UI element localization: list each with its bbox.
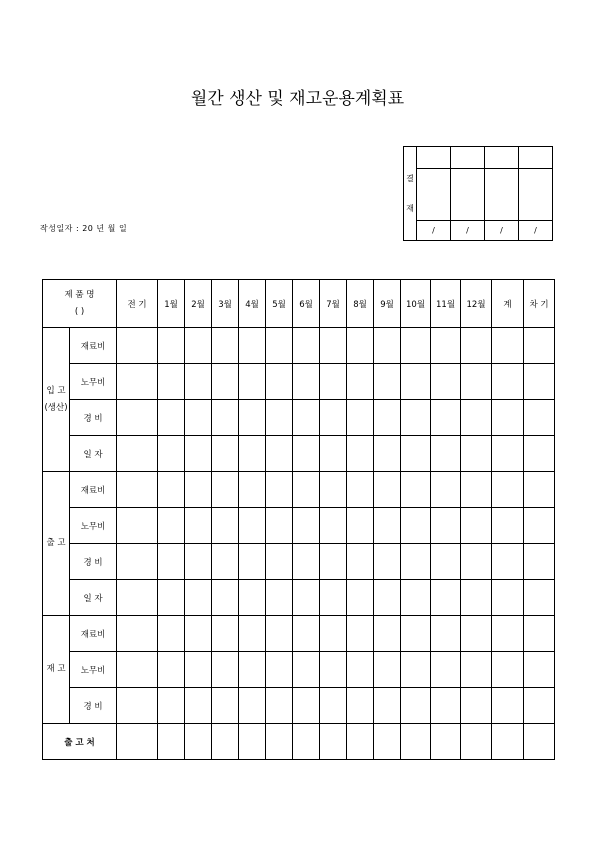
table-cell[interactable] bbox=[374, 688, 401, 724]
table-cell[interactable] bbox=[117, 652, 158, 688]
table-cell[interactable] bbox=[431, 544, 461, 580]
approval-title-cell[interactable] bbox=[519, 147, 553, 169]
table-cell[interactable] bbox=[320, 400, 347, 436]
row-item-label: 노무비 bbox=[70, 364, 117, 400]
table-cell[interactable] bbox=[431, 688, 461, 724]
table-cell[interactable] bbox=[293, 724, 320, 760]
approval-label-bottom: 재 bbox=[406, 204, 414, 213]
row-item-label: 일 자 bbox=[70, 436, 117, 472]
table-cell[interactable] bbox=[524, 580, 555, 616]
table-cell[interactable] bbox=[239, 400, 266, 436]
column-header: 7월 bbox=[320, 280, 347, 328]
row-item-label: 노무비 bbox=[70, 652, 117, 688]
table-row bbox=[43, 508, 555, 544]
row-group-label-line1: 재 고 bbox=[46, 664, 66, 674]
table-cell[interactable] bbox=[266, 544, 293, 580]
table-row bbox=[43, 436, 555, 472]
table-cell[interactable] bbox=[524, 364, 555, 400]
table-cell[interactable] bbox=[461, 580, 492, 616]
row-item-label: 일 자 bbox=[70, 580, 117, 616]
table-cell[interactable] bbox=[401, 616, 431, 652]
table-cell[interactable] bbox=[158, 616, 185, 652]
table-cell[interactable] bbox=[158, 652, 185, 688]
table-row bbox=[43, 400, 555, 436]
table-cell[interactable] bbox=[374, 328, 401, 364]
document-title: 월간 생산 및 재고운용계획표 bbox=[190, 89, 405, 109]
table-cell[interactable] bbox=[524, 652, 555, 688]
table-cell[interactable] bbox=[524, 436, 555, 472]
table-cell[interactable] bbox=[431, 472, 461, 508]
table-row bbox=[43, 364, 555, 400]
table-cell[interactable] bbox=[524, 688, 555, 724]
product-name-label: 제 품 명 bbox=[64, 289, 95, 300]
table-cell[interactable] bbox=[320, 544, 347, 580]
table-cell[interactable] bbox=[185, 436, 212, 472]
table-cell[interactable] bbox=[524, 544, 555, 580]
column-header: 6월 bbox=[293, 280, 320, 328]
table-cell[interactable] bbox=[461, 652, 492, 688]
table-cell[interactable] bbox=[239, 652, 266, 688]
table-cell[interactable] bbox=[185, 688, 212, 724]
table-cell[interactable] bbox=[212, 472, 239, 508]
table-cell[interactable] bbox=[431, 580, 461, 616]
table-cell[interactable] bbox=[374, 580, 401, 616]
table-cell[interactable] bbox=[239, 364, 266, 400]
table-cell[interactable] bbox=[492, 688, 524, 724]
table-cell[interactable] bbox=[320, 436, 347, 472]
table-row bbox=[43, 472, 555, 508]
table-cell[interactable] bbox=[320, 724, 347, 760]
table-cell[interactable] bbox=[431, 616, 461, 652]
table-cell[interactable] bbox=[212, 364, 239, 400]
table-cell[interactable] bbox=[212, 616, 239, 652]
approval-date-cell[interactable]: / bbox=[451, 221, 485, 241]
table-cell[interactable] bbox=[212, 400, 239, 436]
table-cell[interactable] bbox=[347, 616, 374, 652]
table-cell[interactable] bbox=[401, 400, 431, 436]
table-cell[interactable] bbox=[492, 472, 524, 508]
approval-title-cell[interactable] bbox=[485, 147, 519, 169]
table-cell[interactable] bbox=[212, 544, 239, 580]
row-group-label-line2: (생산) bbox=[44, 402, 68, 413]
table-cell[interactable] bbox=[185, 364, 212, 400]
table-cell[interactable] bbox=[461, 436, 492, 472]
table-cell[interactable] bbox=[117, 724, 158, 760]
table-cell[interactable] bbox=[185, 580, 212, 616]
plan-table bbox=[42, 279, 555, 760]
table-cell[interactable] bbox=[492, 580, 524, 616]
column-header: 차 기 bbox=[524, 280, 555, 328]
product-name-header bbox=[43, 280, 117, 328]
table-cell[interactable] bbox=[293, 364, 320, 400]
table-cell[interactable] bbox=[293, 580, 320, 616]
column-header: 계 bbox=[492, 280, 524, 328]
table-cell[interactable] bbox=[347, 544, 374, 580]
table-cell[interactable] bbox=[347, 724, 374, 760]
table-cell[interactable] bbox=[239, 544, 266, 580]
table-cell[interactable] bbox=[212, 328, 239, 364]
column-header: 11월 bbox=[431, 280, 461, 328]
table-cell[interactable] bbox=[374, 400, 401, 436]
table-cell[interactable] bbox=[158, 400, 185, 436]
table-cell[interactable] bbox=[293, 652, 320, 688]
product-name-paren: ( ) bbox=[74, 306, 85, 317]
table-cell[interactable] bbox=[117, 328, 158, 364]
table-cell[interactable] bbox=[347, 580, 374, 616]
table-row bbox=[43, 652, 555, 688]
column-header: 9월 bbox=[374, 280, 401, 328]
table-cell[interactable] bbox=[266, 364, 293, 400]
row-item-label: 노무비 bbox=[70, 508, 117, 544]
table-cell[interactable] bbox=[492, 400, 524, 436]
column-header: 3월 bbox=[212, 280, 239, 328]
table-cell[interactable] bbox=[374, 544, 401, 580]
shipping-destination-label: 출 고 처 bbox=[43, 724, 117, 760]
table-cell[interactable] bbox=[117, 616, 158, 652]
table-cell[interactable] bbox=[239, 724, 266, 760]
table-cell[interactable] bbox=[185, 472, 212, 508]
table-cell[interactable] bbox=[158, 328, 185, 364]
table-cell[interactable] bbox=[185, 724, 212, 760]
table-cell[interactable] bbox=[492, 724, 524, 760]
table-cell[interactable] bbox=[185, 544, 212, 580]
table-cell[interactable] bbox=[320, 364, 347, 400]
table-cell[interactable] bbox=[185, 328, 212, 364]
table-cell[interactable] bbox=[239, 688, 266, 724]
table-cell[interactable] bbox=[185, 652, 212, 688]
table-cell[interactable] bbox=[524, 616, 555, 652]
table-cell[interactable] bbox=[320, 652, 347, 688]
table-cell[interactable] bbox=[158, 508, 185, 544]
table-cell[interactable] bbox=[374, 652, 401, 688]
approval-date-cell[interactable]: / bbox=[485, 221, 519, 241]
column-header: 5월 bbox=[266, 280, 293, 328]
table-cell[interactable] bbox=[266, 436, 293, 472]
table-cell[interactable] bbox=[266, 688, 293, 724]
column-header: 전 기 bbox=[117, 280, 158, 328]
table-cell[interactable] bbox=[239, 580, 266, 616]
table-cell[interactable] bbox=[431, 508, 461, 544]
table-cell[interactable] bbox=[401, 472, 431, 508]
table-cell[interactable] bbox=[374, 508, 401, 544]
table-cell[interactable] bbox=[185, 508, 212, 544]
column-header: 8월 bbox=[347, 280, 374, 328]
approval-box bbox=[403, 146, 553, 241]
table-cell[interactable] bbox=[347, 652, 374, 688]
table-cell[interactable] bbox=[212, 580, 239, 616]
table-cell[interactable] bbox=[431, 364, 461, 400]
table-cell[interactable] bbox=[212, 724, 239, 760]
table-cell[interactable] bbox=[266, 652, 293, 688]
approval-sign-cell[interactable] bbox=[519, 169, 553, 221]
table-cell[interactable] bbox=[492, 508, 524, 544]
row-item-label: 재료비 bbox=[70, 328, 117, 364]
table-cell[interactable] bbox=[431, 436, 461, 472]
table-cell[interactable] bbox=[293, 328, 320, 364]
row-item-label: 경 비 bbox=[70, 544, 117, 580]
table-cell[interactable] bbox=[524, 328, 555, 364]
table-cell[interactable] bbox=[401, 652, 431, 688]
date-line: 작성일자 : 20 년 월 일 bbox=[40, 224, 128, 233]
table-cell[interactable] bbox=[524, 472, 555, 508]
table-cell[interactable] bbox=[293, 544, 320, 580]
table-row bbox=[43, 616, 555, 652]
column-header: 12월 bbox=[461, 280, 492, 328]
table-cell[interactable] bbox=[492, 328, 524, 364]
table-cell[interactable] bbox=[347, 436, 374, 472]
table-row bbox=[43, 724, 555, 760]
table-cell[interactable] bbox=[117, 364, 158, 400]
table-cell[interactable] bbox=[320, 508, 347, 544]
table-cell[interactable] bbox=[117, 544, 158, 580]
table-cell[interactable] bbox=[158, 724, 185, 760]
table-cell[interactable] bbox=[212, 688, 239, 724]
column-header: 10월 bbox=[401, 280, 431, 328]
column-header: 1월 bbox=[158, 280, 185, 328]
approval-sign-cell[interactable] bbox=[417, 169, 451, 221]
table-cell[interactable] bbox=[320, 688, 347, 724]
table-cell[interactable] bbox=[117, 508, 158, 544]
approval-label-top: 결 bbox=[406, 174, 414, 183]
table-cell[interactable] bbox=[293, 436, 320, 472]
table-cell[interactable] bbox=[401, 508, 431, 544]
table-cell[interactable] bbox=[158, 436, 185, 472]
table-cell[interactable] bbox=[117, 400, 158, 436]
table-cell[interactable] bbox=[401, 544, 431, 580]
table-cell[interactable] bbox=[212, 652, 239, 688]
table-cell[interactable] bbox=[461, 472, 492, 508]
row-item-label: 경 비 bbox=[70, 688, 117, 724]
table-cell[interactable] bbox=[492, 616, 524, 652]
table-cell[interactable] bbox=[401, 364, 431, 400]
table-cell[interactable] bbox=[431, 652, 461, 688]
table-cell[interactable] bbox=[347, 364, 374, 400]
table-cell[interactable] bbox=[461, 688, 492, 724]
table-cell[interactable] bbox=[461, 544, 492, 580]
table-row bbox=[43, 544, 555, 580]
row-item-label: 경 비 bbox=[70, 400, 117, 436]
table-cell[interactable] bbox=[401, 436, 431, 472]
table-cell[interactable] bbox=[524, 508, 555, 544]
table-cell[interactable] bbox=[492, 436, 524, 472]
table-cell[interactable] bbox=[401, 328, 431, 364]
table-cell[interactable] bbox=[431, 724, 461, 760]
table-cell[interactable] bbox=[266, 616, 293, 652]
row-group-label bbox=[43, 472, 70, 616]
table-cell[interactable] bbox=[185, 616, 212, 652]
row-item-label: 재료비 bbox=[70, 472, 117, 508]
table-cell[interactable] bbox=[158, 580, 185, 616]
table-cell[interactable] bbox=[461, 328, 492, 364]
table-cell[interactable] bbox=[293, 616, 320, 652]
approval-date-cell[interactable]: / bbox=[519, 221, 553, 241]
table-cell[interactable] bbox=[266, 580, 293, 616]
approval-title-cell[interactable] bbox=[451, 147, 485, 169]
table-cell[interactable] bbox=[239, 328, 266, 364]
table-cell[interactable] bbox=[320, 580, 347, 616]
column-header: 4월 bbox=[239, 280, 266, 328]
table-cell[interactable] bbox=[158, 472, 185, 508]
table-cell[interactable] bbox=[239, 616, 266, 652]
table-cell[interactable] bbox=[461, 364, 492, 400]
table-cell[interactable] bbox=[320, 472, 347, 508]
table-cell[interactable] bbox=[492, 544, 524, 580]
row-group-label bbox=[43, 328, 70, 472]
table-cell[interactable] bbox=[347, 328, 374, 364]
table-cell[interactable] bbox=[374, 436, 401, 472]
table-cell[interactable] bbox=[347, 508, 374, 544]
table-cell[interactable] bbox=[401, 580, 431, 616]
table-cell[interactable] bbox=[266, 724, 293, 760]
table-cell[interactable] bbox=[374, 472, 401, 508]
table-cell[interactable] bbox=[293, 400, 320, 436]
table-cell[interactable] bbox=[492, 652, 524, 688]
table-cell[interactable] bbox=[293, 508, 320, 544]
table-cell[interactable] bbox=[293, 688, 320, 724]
table-cell[interactable] bbox=[266, 400, 293, 436]
table-cell[interactable] bbox=[461, 724, 492, 760]
table-cell[interactable] bbox=[117, 580, 158, 616]
table-cell[interactable] bbox=[158, 364, 185, 400]
table-cell[interactable] bbox=[524, 400, 555, 436]
table-cell[interactable] bbox=[158, 688, 185, 724]
table-cell[interactable] bbox=[431, 328, 461, 364]
row-group-label bbox=[43, 616, 70, 724]
table-cell[interactable] bbox=[461, 400, 492, 436]
table-cell[interactable] bbox=[117, 688, 158, 724]
table-cell[interactable] bbox=[117, 472, 158, 508]
row-item-label: 재료비 bbox=[70, 616, 117, 652]
approval-sign-cell[interactable] bbox=[485, 169, 519, 221]
table-cell[interactable] bbox=[212, 508, 239, 544]
table-cell[interactable] bbox=[347, 472, 374, 508]
table-cell[interactable] bbox=[374, 724, 401, 760]
table-cell[interactable] bbox=[239, 436, 266, 472]
approval-title-cell[interactable] bbox=[417, 147, 451, 169]
table-cell[interactable] bbox=[461, 616, 492, 652]
approval-date-cell[interactable]: / bbox=[417, 221, 451, 241]
table-cell[interactable] bbox=[320, 616, 347, 652]
table-cell[interactable] bbox=[117, 436, 158, 472]
table-cell[interactable] bbox=[212, 436, 239, 472]
row-group-label-line1: 입 고 bbox=[46, 385, 66, 396]
table-cell[interactable] bbox=[239, 508, 266, 544]
table-cell[interactable] bbox=[374, 616, 401, 652]
table-row bbox=[43, 580, 555, 616]
table-cell[interactable] bbox=[401, 724, 431, 760]
row-group-label-line1: 출 고 bbox=[46, 538, 66, 548]
table-cell[interactable] bbox=[492, 364, 524, 400]
table-cell[interactable] bbox=[185, 400, 212, 436]
approval-side-label bbox=[404, 147, 417, 241]
table-cell[interactable] bbox=[461, 508, 492, 544]
table-cell[interactable] bbox=[374, 364, 401, 400]
table-cell[interactable] bbox=[158, 544, 185, 580]
table-cell[interactable] bbox=[266, 328, 293, 364]
table-cell[interactable] bbox=[401, 688, 431, 724]
table-row bbox=[43, 688, 555, 724]
column-header: 2월 bbox=[185, 280, 212, 328]
table-row bbox=[43, 328, 555, 364]
table-cell[interactable] bbox=[266, 508, 293, 544]
table-cell[interactable] bbox=[293, 472, 320, 508]
table-cell[interactable] bbox=[431, 400, 461, 436]
table-cell[interactable] bbox=[347, 688, 374, 724]
table-cell[interactable] bbox=[239, 472, 266, 508]
table-cell[interactable] bbox=[524, 724, 555, 760]
approval-sign-cell[interactable] bbox=[451, 169, 485, 221]
table-cell[interactable] bbox=[320, 328, 347, 364]
table-cell[interactable] bbox=[266, 472, 293, 508]
table-cell[interactable] bbox=[347, 400, 374, 436]
